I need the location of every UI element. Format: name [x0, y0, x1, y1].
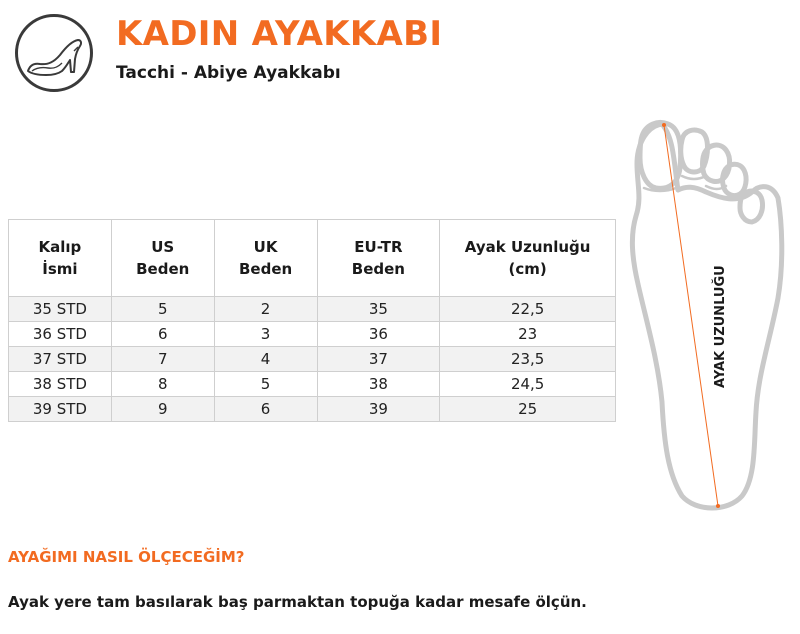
cell-eu-size: 36	[317, 322, 440, 347]
table-row	[9, 297, 616, 322]
cell-uk-size: 2	[214, 297, 317, 322]
foot-diagram	[620, 112, 790, 517]
cell-foot-length: 25	[440, 397, 616, 422]
page-subtitle: Tacchi - Abiye Ayakkabı	[116, 63, 341, 83]
measure-point-top	[662, 123, 666, 127]
page-title: KADIN AYAKKABI	[116, 14, 443, 54]
foot-outline-icon	[632, 123, 781, 509]
column-header-uk-size: UK Beden	[214, 220, 317, 297]
instructions-text: Ayak yere tam basılarak baş parmaktan topuğa kadar mesafe ölçün.	[8, 593, 587, 611]
cell-us-size: 5	[111, 297, 214, 322]
high-heel-shoe-icon	[24, 27, 86, 83]
column-header-eu-size: EU-TR Beden	[317, 220, 440, 297]
cell-pattern: 38 STD	[9, 372, 112, 397]
table-header-row	[9, 220, 616, 297]
cell-us-size: 6	[111, 322, 214, 347]
table-row	[9, 372, 616, 397]
column-header-us-size: US Beden	[111, 220, 214, 297]
cell-eu-size: 39	[317, 397, 440, 422]
cell-us-size: 9	[111, 397, 214, 422]
column-header-foot-length: Ayak Uzunluğu (cm)	[440, 220, 616, 297]
table-row	[9, 347, 616, 372]
size-table	[8, 219, 616, 422]
cell-us-size: 7	[111, 347, 214, 372]
cell-foot-length: 24,5	[440, 372, 616, 397]
cell-pattern: 36 STD	[9, 322, 112, 347]
cell-foot-length: 23	[440, 322, 616, 347]
cell-eu-size: 38	[317, 372, 440, 397]
cell-foot-length: 23,5	[440, 347, 616, 372]
table-row	[9, 322, 616, 347]
table-row	[9, 397, 616, 422]
cell-uk-size: 3	[214, 322, 317, 347]
cell-us-size: 8	[111, 372, 214, 397]
cell-uk-size: 6	[214, 397, 317, 422]
cell-foot-length: 22,5	[440, 297, 616, 322]
column-header-pattern: Kalıp İsmi	[9, 220, 112, 297]
cell-eu-size: 37	[317, 347, 440, 372]
cell-uk-size: 5	[214, 372, 317, 397]
cell-eu-size: 35	[317, 297, 440, 322]
cell-pattern: 35 STD	[9, 297, 112, 322]
cell-uk-size: 4	[214, 347, 317, 372]
shoe-logo	[15, 14, 93, 92]
measure-point-bottom	[716, 504, 720, 508]
cell-pattern: 37 STD	[9, 347, 112, 372]
foot-length-label: AYAK UZUNLUĞU	[713, 265, 728, 388]
cell-pattern: 39 STD	[9, 397, 112, 422]
instructions-heading: AYAĞIMI NASIL ÖLÇECEĞİM?	[8, 548, 245, 566]
